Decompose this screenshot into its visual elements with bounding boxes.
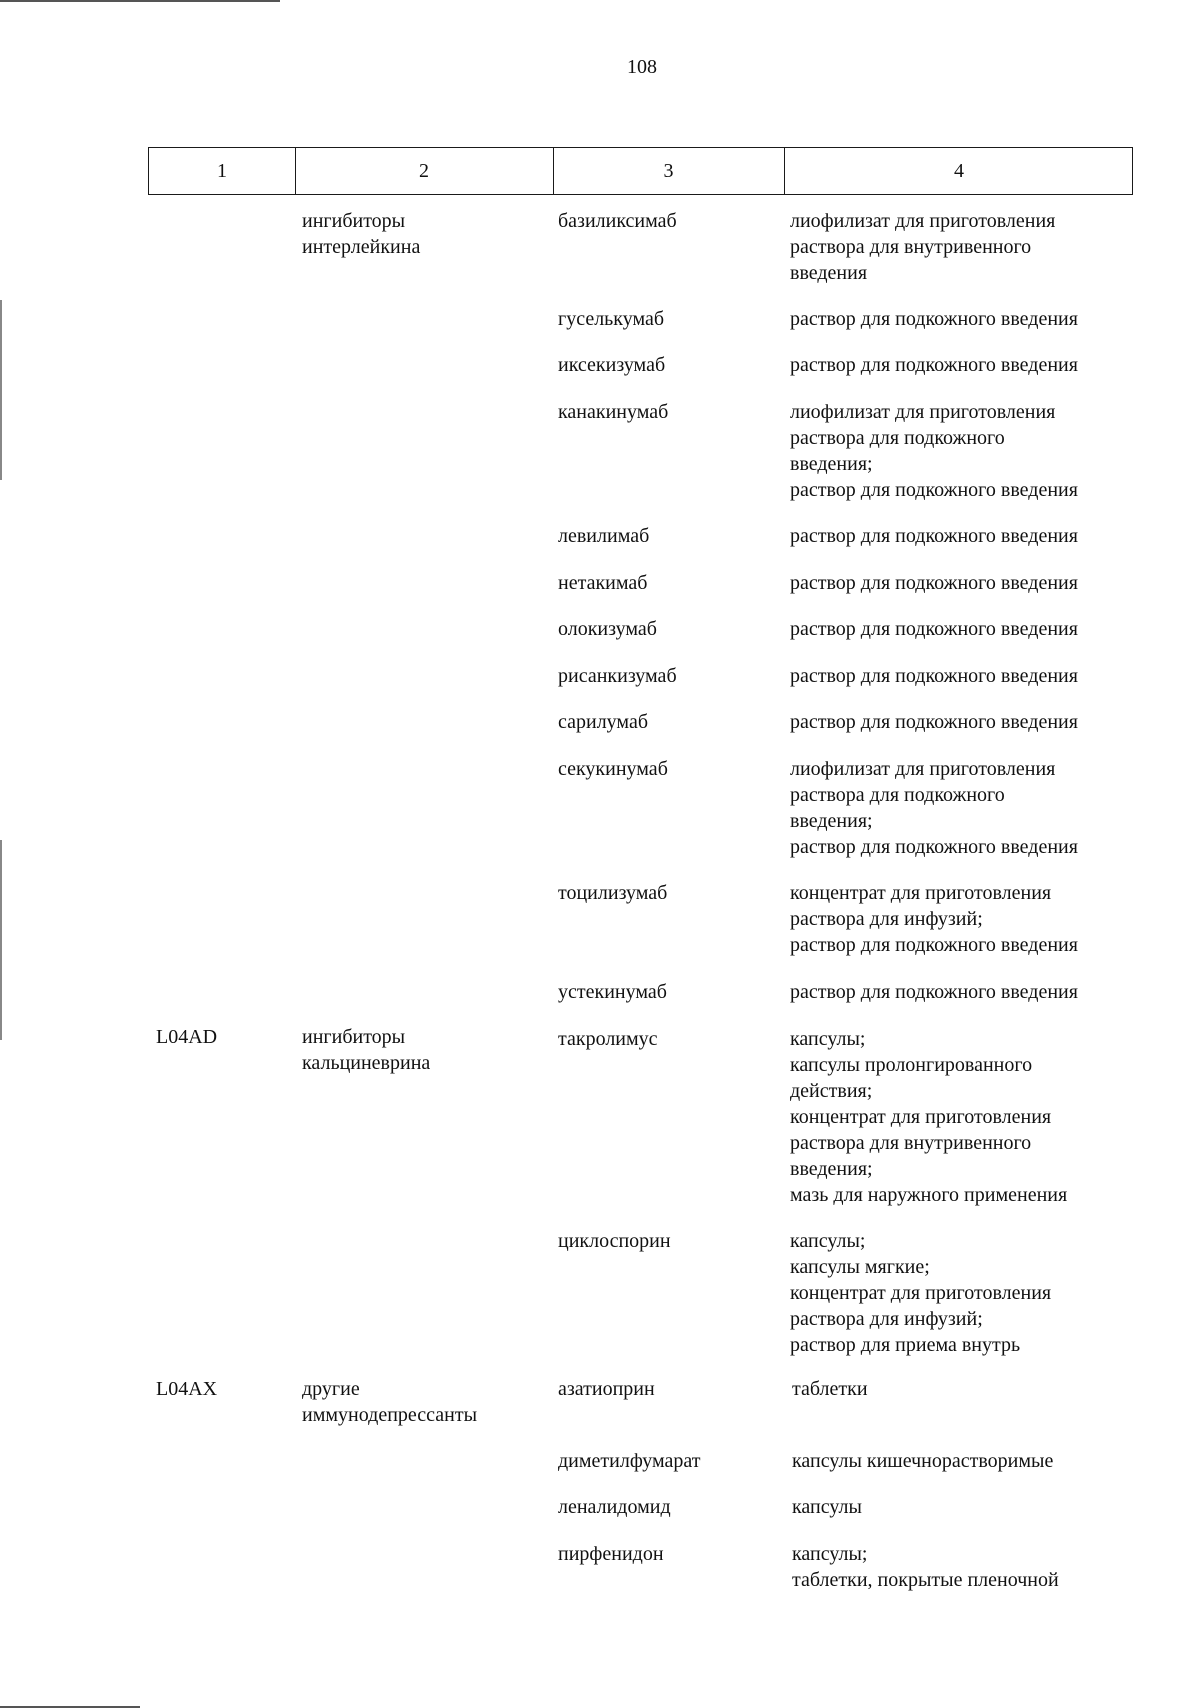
- dosage-form: раствор для подкожного введения: [790, 711, 1078, 733]
- dosage-form: капсулы;: [790, 1028, 866, 1050]
- dosage-form: раствора для инфузий;: [790, 1308, 983, 1330]
- scan-top-rule: [0, 0, 280, 2]
- drug-name: пирфенидон: [558, 1543, 664, 1565]
- group-name-line: кальциневрина: [302, 1052, 431, 1074]
- dosage-form: раствор для подкожного введения: [790, 618, 1078, 640]
- drug-name: иксекизумаб: [558, 354, 666, 376]
- drug-name: левилимаб: [558, 525, 650, 547]
- dosage-form: лиофилизат для приготовления: [790, 210, 1056, 232]
- table-header: [148, 147, 1133, 195]
- scan-edge-mark: [0, 300, 2, 480]
- dosage-form: лиофилизат для приготовления: [790, 401, 1056, 423]
- group-name-line: интерлейкина: [302, 236, 421, 258]
- dosage-form: раствор для подкожного введения: [790, 479, 1078, 501]
- dosage-form: капсулы пролонгированного: [790, 1054, 1033, 1076]
- drug-name: канакинумаб: [558, 401, 669, 423]
- column-header-2: 2: [419, 160, 429, 182]
- drug-name: рисанкизумаб: [558, 665, 677, 687]
- dosage-form: концентрат для приготовления: [790, 1282, 1052, 1304]
- dosage-form: раствор для подкожного введения: [790, 665, 1078, 687]
- dosage-form: мазь для наружного применения: [790, 1184, 1068, 1206]
- drug-name: устекинумаб: [558, 981, 667, 1003]
- dosage-form: концентрат для приготовления: [790, 882, 1052, 904]
- drug-name: тоцилизумаб: [558, 882, 668, 904]
- dosage-form: раствор для подкожного введения: [790, 525, 1078, 547]
- column-header-1: 1: [217, 160, 227, 182]
- column-header-4: 4: [954, 160, 964, 182]
- dosage-form: введения;: [790, 810, 873, 832]
- dosage-form: введения;: [790, 1158, 873, 1180]
- dosage-form: раствора для внутривенного: [790, 1132, 1032, 1154]
- dosage-form: капсулы мягкие;: [790, 1256, 930, 1278]
- drug-name: секукинумаб: [558, 758, 668, 780]
- group-name-line: ингибиторы: [302, 210, 406, 232]
- dosage-form: капсулы;: [790, 1230, 866, 1252]
- dosage-form: раствор для приема внутрь: [790, 1334, 1021, 1356]
- group-name-line: ингибиторы: [302, 1026, 406, 1048]
- column-header-3: 3: [663, 160, 674, 182]
- dosage-form: раствор для подкожного введения: [790, 981, 1078, 1003]
- dosage-form: таблетки, покрытые пленочной: [792, 1569, 1059, 1591]
- drug-name: такролимус: [558, 1028, 658, 1050]
- scan-edge-mark: [0, 840, 2, 1040]
- atc-code: L04AD: [156, 1026, 218, 1048]
- dosage-form: введения: [790, 262, 868, 284]
- dosage-form: таблетки: [792, 1378, 868, 1400]
- dosage-form: раствор для подкожного введения: [790, 934, 1078, 956]
- drug-name: базиликсимаб: [558, 210, 677, 232]
- dosage-form: раствор для подкожного введения: [790, 308, 1078, 330]
- dosage-form: раствора для подкожного: [790, 784, 1005, 806]
- drug-name: нетакимаб: [558, 572, 648, 594]
- dosage-form: раствор для подкожного введения: [790, 354, 1078, 376]
- dosage-form: раствор для подкожного введения: [790, 572, 1078, 594]
- dosage-form: капсулы;: [792, 1543, 868, 1565]
- drug-name: леналидомид: [558, 1496, 671, 1518]
- dosage-form: капсулы кишечнорастворимые: [792, 1450, 1054, 1472]
- group-name-line: другие: [302, 1378, 360, 1400]
- drug-name: гуселькумаб: [558, 308, 665, 330]
- drug-name: циклоспорин: [558, 1230, 671, 1252]
- dosage-form: раствора для подкожного: [790, 427, 1005, 449]
- group-name-line: иммунодепрессанты: [302, 1404, 478, 1426]
- atc-code: L04AX: [156, 1378, 218, 1400]
- dosage-form: введения;: [790, 453, 873, 475]
- dosage-form: лиофилизат для приготовления: [790, 758, 1056, 780]
- page-number: 108: [627, 56, 657, 78]
- dosage-form: раствора для инфузий;: [790, 908, 983, 930]
- dosage-form: раствор для подкожного введения: [790, 836, 1078, 858]
- drug-name: диметилфумарат: [558, 1450, 701, 1472]
- dosage-form: капсулы: [792, 1496, 862, 1518]
- drug-name: сарилумаб: [558, 711, 648, 733]
- dosage-form: действия;: [790, 1080, 873, 1102]
- drug-name: олокизумаб: [558, 618, 657, 640]
- dosage-form: раствора для внутривенного: [790, 236, 1032, 258]
- drug-name: азатиоприн: [558, 1378, 655, 1400]
- dosage-form: концентрат для приготовления: [790, 1106, 1052, 1128]
